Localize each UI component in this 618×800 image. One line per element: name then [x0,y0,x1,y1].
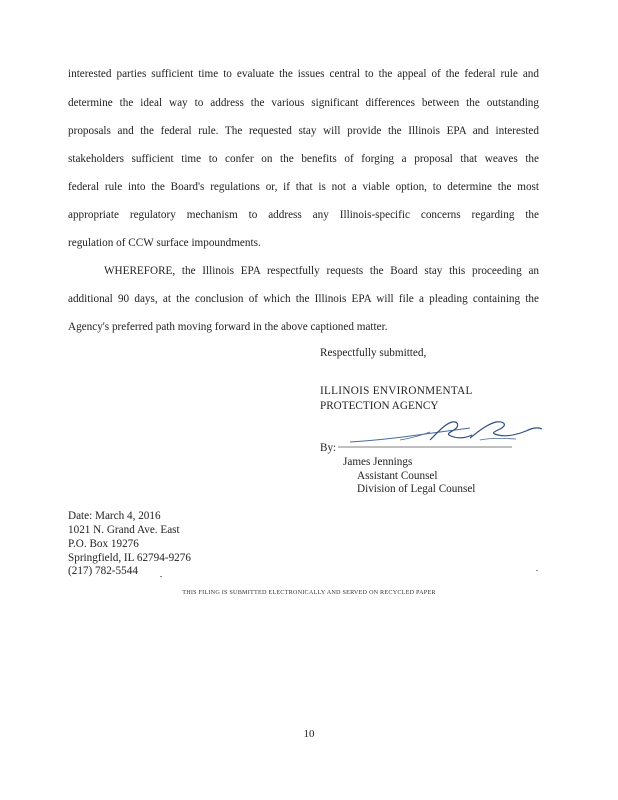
wherefore-line: additional 90 days, at the conclusion of which the Illinois EPA will file a pleading containing the [68,293,539,305]
scan-speck [160,576,162,577]
agency-name-line1: ILLINOIS ENVIRONMENTAL [320,385,473,397]
scan-speck [536,570,538,571]
signer-division: Division of Legal Counsel [357,483,476,495]
page-number: 10 [303,728,315,740]
agency-name-line2: PROTECTION AGENCY [320,400,439,412]
filing-date: Date: March 4, 2016 [68,510,161,522]
body-line: determine the ideal way to address the various significant differences between the outstanding [68,97,539,109]
signer-title: Assistant Counsel [357,470,438,482]
body-line: interested parties sufficient time to evaluate the issues central to the appeal of the federal rule and [68,68,539,80]
body-line: federal rule into the Board's regulations or, if that is not a viable option, to determine the most [68,181,539,193]
address-po-box: P.O. Box 19276 [68,538,139,550]
signer-name: James Jennings [343,456,413,468]
body-line: stakeholders sufficient time to confer on the benefits of forging a proposal that weaves the [68,153,539,165]
recycled-paper-notice: THIS FILING IS SUBMITTED ELECTRONICALLY AND SERVED ON RECYCLED PAPER [182,589,436,596]
phone-number: (217) 782-5544 [68,565,138,577]
body-line: regulation of CCW surface impoundments. [68,237,261,249]
wherefore-line: WHEREFORE, the Illinois EPA respectfully requests the Board stay this proceeding an [104,265,539,277]
address-city: Springfield, IL 62794-9276 [68,552,191,564]
body-line: proposals and the federal rule. The requested stay will provide the Illinois EPA and interested [68,125,539,137]
by-label: By: [320,442,337,454]
wherefore-line: Agency's preferred path moving forward in the above captioned matter. [68,321,388,333]
closing-text: Respectfully submitted, [320,347,427,359]
address-street: 1021 N. Grand Ave. East [68,524,180,536]
body-line: appropriate regulatory mechanism to address any Illinois-specific concerns regarding the [68,209,539,221]
handwritten-signature [330,418,550,454]
